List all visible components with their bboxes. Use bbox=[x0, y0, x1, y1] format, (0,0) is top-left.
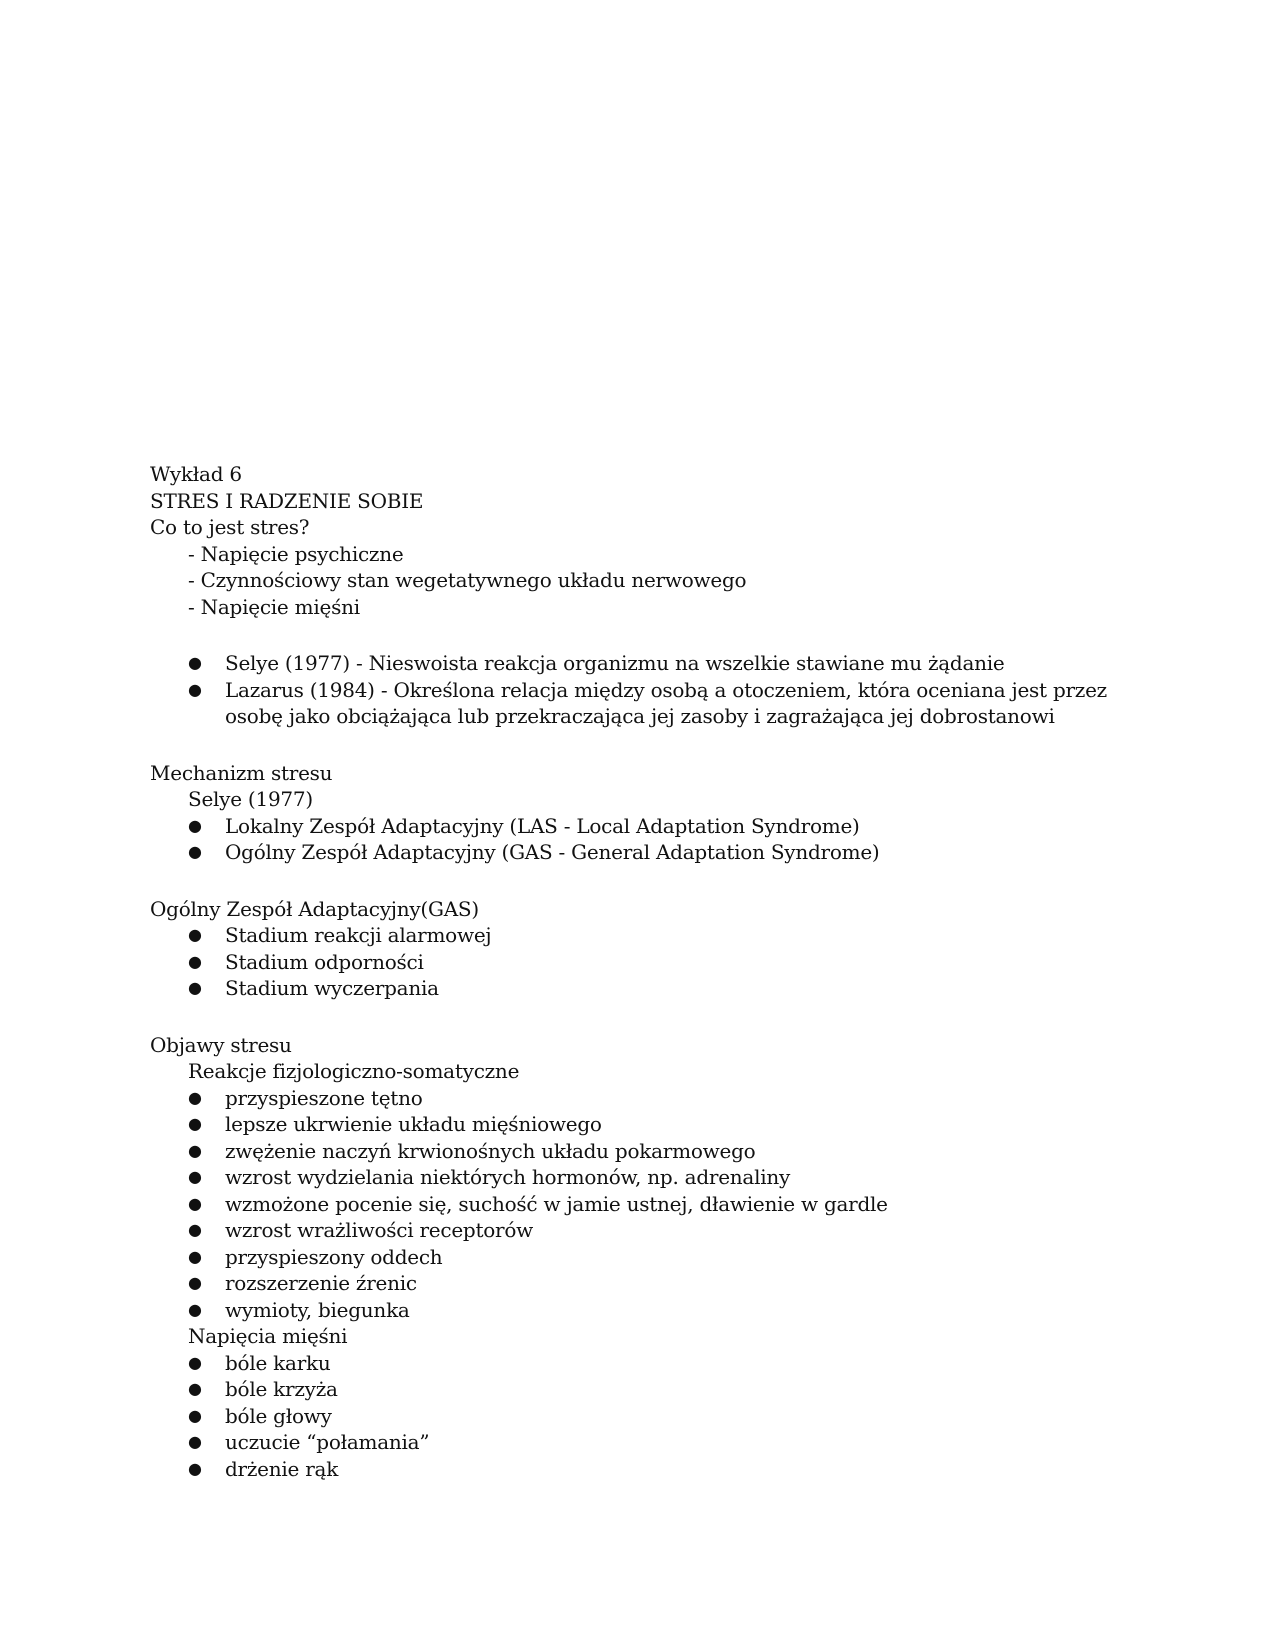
list-item bbox=[150, 813, 1150, 840]
list-item bbox=[150, 1111, 1150, 1138]
list-item bbox=[150, 975, 1150, 1002]
list-item bbox=[150, 1456, 1150, 1483]
bullet-icon: ● bbox=[188, 1087, 202, 1107]
lecture-label: Wykład 6 bbox=[150, 462, 242, 486]
bullet-icon: ● bbox=[188, 978, 202, 997]
bullet-icon: ● bbox=[188, 1246, 202, 1266]
list-item bbox=[150, 949, 1150, 976]
gas-heading: Ogólny Zespół Adaptacyjny(GAS) bbox=[150, 896, 479, 921]
list-item-text: bóle krzyża bbox=[225, 1377, 338, 1401]
bullet-icon: ● bbox=[188, 1114, 202, 1133]
list-item-text: drżenie rąk bbox=[225, 1456, 339, 1481]
list-item bbox=[150, 650, 1150, 677]
list-item bbox=[150, 1297, 1150, 1324]
physio-list bbox=[150, 1085, 1150, 1324]
list-item bbox=[150, 1376, 1150, 1403]
list-item bbox=[150, 1138, 1150, 1165]
list-item-text: zwężenie naczyń krwionośnych układu pokarmowego bbox=[225, 1138, 756, 1163]
list-item-text: Ogólny Zespół Adaptacyjny (GAS - General Adaptation Syndrome) bbox=[225, 840, 880, 864]
bullet-icon: ● bbox=[188, 1273, 202, 1292]
list-item-text: bóle karku bbox=[225, 1350, 331, 1375]
mechanism-heading: Mechanizm stresu bbox=[150, 760, 333, 785]
list-item-text: Lazarus (1984) - Określona relacja między osobą a otoczeniem, która oceniana jest przez osobę jako obciążająca lub przekraczająca jej zasoby i zagrażająca jej dobrostanowi bbox=[225, 677, 1107, 728]
bullet-icon: ● bbox=[188, 1193, 202, 1213]
list-item-text: lepsze ukrwienie układu mięśniowego bbox=[225, 1112, 602, 1136]
definition-dash-item: - Czynnościowy stan wegetatywnego układu nerwowego bbox=[188, 568, 747, 592]
list-item bbox=[150, 1429, 1150, 1456]
list-item-text: uczucie “połamania” bbox=[225, 1430, 430, 1454]
bullet-icon: ● bbox=[188, 1352, 202, 1372]
symptoms-heading: Objawy stresu bbox=[150, 1032, 292, 1057]
list-item bbox=[150, 1217, 1150, 1244]
list-item-text: Stadium wyczerpania bbox=[225, 976, 439, 1000]
bullet-icon: ● bbox=[188, 653, 202, 672]
bullet-icon: ● bbox=[188, 1458, 202, 1478]
list-item bbox=[150, 1270, 1150, 1297]
gas-list bbox=[150, 922, 1150, 1002]
list-item-text: Lokalny Zespół Adaptacyjny (LAS - Local Adaptation Syndrome) bbox=[225, 813, 860, 838]
list-item bbox=[150, 1350, 1150, 1377]
list-item-text: wzrost wrażliwości receptorów bbox=[225, 1218, 534, 1242]
mechanism-subheading: Selye (1977) bbox=[188, 787, 313, 811]
question-heading: Co to jest stres? bbox=[150, 515, 310, 539]
spacer bbox=[150, 620, 1150, 650]
list-item-text: wzrost wydzielania niektórych hormonów, np. adrenaliny bbox=[225, 1165, 791, 1189]
muscle-list bbox=[150, 1350, 1150, 1483]
list-item-text: Selye (1977) - Nieswoista reakcja organizmu na wszelkie stawiane mu żądanie bbox=[225, 651, 1005, 675]
list-item-text: przyspieszone tętno bbox=[225, 1085, 423, 1110]
list-item bbox=[150, 1164, 1150, 1191]
bullet-icon: ● bbox=[188, 925, 202, 944]
spacer bbox=[150, 866, 1150, 896]
bullet-icon: ● bbox=[188, 1140, 202, 1160]
document-title: STRES I RADZENIE SOBIE bbox=[150, 488, 424, 513]
bullet-icon: ● bbox=[188, 1432, 202, 1451]
list-item bbox=[150, 1403, 1150, 1430]
bullet-icon: ● bbox=[188, 1167, 202, 1186]
bullet-icon: ● bbox=[188, 842, 202, 861]
definitions-bullet-list bbox=[150, 650, 1150, 730]
definition-dash-item: - Napięcie mięśni bbox=[188, 594, 360, 619]
list-item-text: wzmożone pocenie się, suchość w jamie ustnej, dławienie w gardle bbox=[225, 1191, 888, 1216]
bullet-icon: ● bbox=[188, 1299, 202, 1319]
list-item-text: rozszerzenie źrenic bbox=[225, 1271, 417, 1295]
list-item-text: przyspieszony oddech bbox=[225, 1244, 443, 1269]
bullet-icon: ● bbox=[188, 951, 202, 971]
definition-dash-item: - Napięcie psychiczne bbox=[188, 541, 404, 566]
bullet-icon: ● bbox=[188, 679, 202, 699]
list-item bbox=[150, 922, 1150, 949]
list-item bbox=[150, 677, 1150, 730]
bullet-icon: ● bbox=[188, 1220, 202, 1239]
spacer bbox=[150, 730, 1150, 760]
list-item bbox=[150, 1191, 1150, 1218]
bullet-icon: ● bbox=[188, 1405, 202, 1425]
spacer bbox=[150, 1002, 1150, 1032]
list-item-text: bóle głowy bbox=[225, 1403, 332, 1428]
bullet-icon: ● bbox=[188, 1379, 202, 1398]
list-item bbox=[150, 1085, 1150, 1112]
document-page bbox=[150, 461, 1150, 1482]
list-item bbox=[150, 1244, 1150, 1271]
physio-subheading: Reakcje fizjologiczno-somatyczne bbox=[188, 1059, 520, 1083]
muscle-subheading: Napięcia mięśni bbox=[188, 1324, 348, 1348]
list-item-text: wymioty, biegunka bbox=[225, 1297, 410, 1322]
mechanism-list bbox=[150, 813, 1150, 866]
list-item bbox=[150, 839, 1150, 866]
list-item-text: Stadium reakcji alarmowej bbox=[225, 923, 492, 947]
bullet-icon: ● bbox=[188, 815, 202, 835]
list-item-text: Stadium odporności bbox=[225, 949, 424, 974]
